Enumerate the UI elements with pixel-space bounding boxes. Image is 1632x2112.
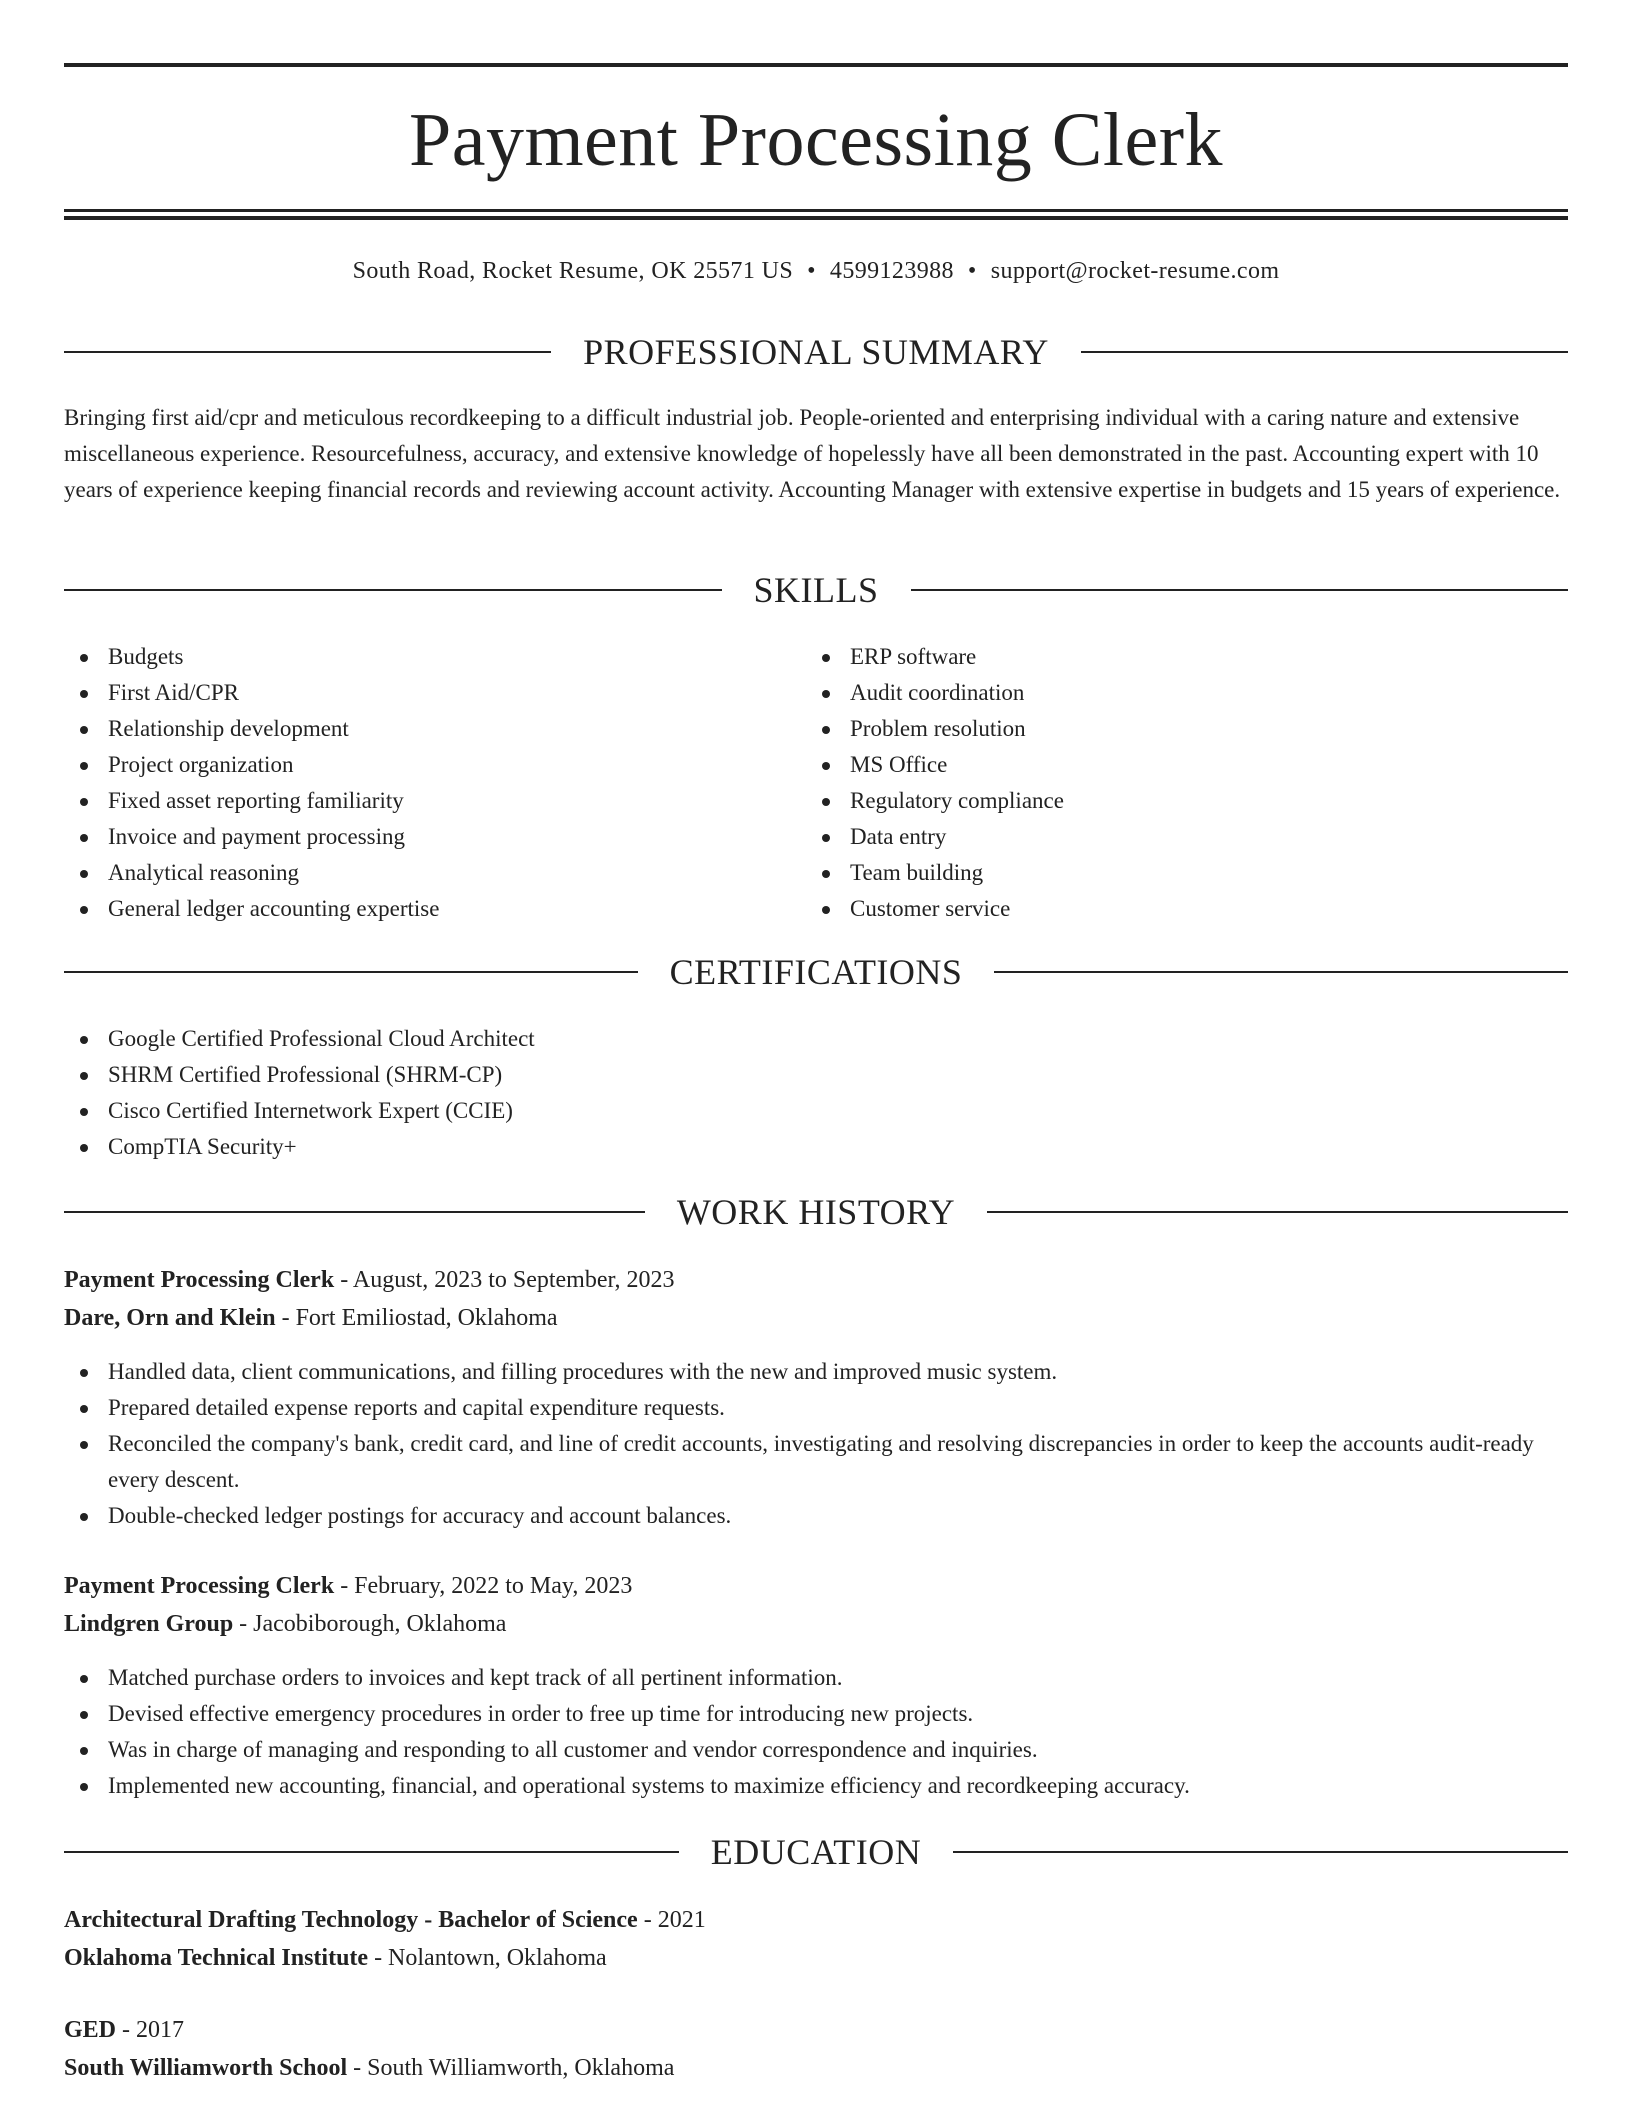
skills-right-column <box>806 639 1526 927</box>
certifications-heading-label: CERTIFICATIONS <box>669 952 963 992</box>
skill-item: Data entry <box>806 819 1526 855</box>
education-year: - 2021 <box>637 1907 706 1933</box>
top-rule <box>64 63 1568 67</box>
heading-rule <box>953 1851 1568 1853</box>
education-location: - Nolantown, Oklahoma <box>368 1945 607 1971</box>
education-school: Oklahoma Technical Institute <box>64 1945 369 1971</box>
education-degree-line <box>64 1902 1568 1938</box>
contact-phone: 4599123988 <box>829 258 954 284</box>
job-bullet: Matched purchase orders to invoices and kept track of all pertinent information. <box>64 1660 1568 1696</box>
title-rule-upper <box>64 209 1568 212</box>
heading-rule <box>64 351 551 353</box>
contact-address: South Road, Rocket Resume, OK 25571 US <box>352 258 794 284</box>
job-location: - Fort Emiliostad, Oklahoma <box>275 1305 558 1331</box>
education-degree-line <box>64 2012 1568 2048</box>
heading-rule <box>911 589 1569 591</box>
contact-separator: • <box>807 258 816 284</box>
job-title: Payment Processing Clerk <box>64 1573 335 1599</box>
summary-heading-label: PROFESSIONAL SUMMARY <box>583 332 1049 372</box>
job-bullet: Was in charge of managing and responding to all customer and vendor correspondence and inquiries. <box>64 1732 1568 1768</box>
contact-line <box>64 254 1568 288</box>
job-company: Lindgren Group <box>64 1611 234 1637</box>
skills-left-column <box>64 639 784 927</box>
job-dates: - August, 2023 to September, 2023 <box>334 1267 675 1293</box>
job-bullet: Devised effective emergency procedures in order to free up time for introducing new projects. <box>64 1696 1568 1732</box>
education-school-line <box>64 2050 1568 2086</box>
job-bullets <box>64 1660 1568 1804</box>
job-bullets <box>64 1354 1568 1534</box>
heading-rule <box>987 1211 1568 1213</box>
skills-heading <box>64 568 1568 612</box>
education-year: - 2017 <box>116 2017 185 2043</box>
skill-item: General ledger accounting expertise <box>64 891 784 927</box>
heading-rule <box>64 971 638 973</box>
heading-rule <box>64 589 722 591</box>
title-rule-lower <box>64 216 1568 220</box>
certifications-heading <box>64 950 1568 994</box>
work-heading-label: WORK HISTORY <box>676 1192 956 1232</box>
skill-item: Project organization <box>64 747 784 783</box>
job-company: Dare, Orn and Klein <box>64 1305 276 1331</box>
certification-item: SHRM Certified Professional (SHRM-CP) <box>64 1057 1568 1093</box>
heading-rule <box>64 1211 645 1213</box>
education-location: - South Williamworth, Oklahoma <box>347 2055 675 2081</box>
skill-item: Fixed asset reporting familiarity <box>64 783 784 819</box>
job-company-line <box>64 1300 1568 1336</box>
job-title-line <box>64 1262 1568 1298</box>
work-heading <box>64 1190 1568 1234</box>
heading-rule <box>1081 351 1568 353</box>
skill-item: Analytical reasoning <box>64 855 784 891</box>
skill-item: Regulatory compliance <box>806 783 1526 819</box>
skill-item: ERP software <box>806 639 1526 675</box>
skill-item: Audit coordination <box>806 675 1526 711</box>
job-company-line <box>64 1606 1568 1642</box>
education-school: South Williamworth School <box>64 2055 348 2081</box>
skill-item: Relationship development <box>64 711 784 747</box>
education-degree: Architectural Drafting Technology - Bachelor of Science <box>64 1907 638 1933</box>
education-heading-label: EDUCATION <box>710 1832 922 1872</box>
resume-title: Payment Processing Clerk <box>408 98 1224 182</box>
certification-item: Cisco Certified Internetwork Expert (CCIE) <box>64 1093 1568 1129</box>
contact-separator: • <box>967 258 977 284</box>
skill-item: Problem resolution <box>806 711 1526 747</box>
contact-email: support@rocket-resume.com <box>990 258 1280 284</box>
education-degree: GED <box>64 2017 117 2043</box>
job-location: - Jacobiborough, Oklahoma <box>233 1611 507 1637</box>
skills-heading-label: SKILLS <box>753 570 879 610</box>
job-dates: - February, 2022 to May, 2023 <box>334 1573 633 1599</box>
skill-item: First Aid/CPR <box>64 675 784 711</box>
job-title-line <box>64 1568 1568 1604</box>
job-bullet: Prepared detailed expense reports and capital expenditure requests. <box>64 1390 1568 1426</box>
job-title: Payment Processing Clerk <box>64 1267 335 1293</box>
skill-item: Budgets <box>64 639 784 675</box>
job-bullet: Double-checked ledger postings for accuracy and account balances. <box>64 1498 1568 1534</box>
certification-item: Google Certified Professional Cloud Architect <box>64 1021 1568 1057</box>
skill-item: Customer service <box>806 891 1526 927</box>
heading-rule <box>994 971 1568 973</box>
education-school-line <box>64 1940 1568 1976</box>
certifications-list <box>64 1021 1568 1165</box>
job-bullet: Handled data, client communications, and filling procedures with the new and improved music system. <box>64 1354 1568 1390</box>
skill-item: Team building <box>806 855 1526 891</box>
education-heading <box>64 1830 1568 1874</box>
summary-heading <box>64 330 1568 374</box>
heading-rule <box>64 1851 679 1853</box>
job-bullet: Reconciled the company's bank, credit card, and line of credit accounts, investigating and resolving discrepancies in order to keep the accounts audit-ready every descent. <box>64 1426 1568 1498</box>
summary-text: Bringing first aid/cpr and meticulous recordkeeping to a difficult industrial job. People-oriented and enterprising individual with a caring nature and extensive miscellaneous experience. Resourcefulness, accuracy, and extensive knowledge of hopelessly have all been demonstrated in the past. Accounting expert with 10 years of experience keeping financial records and reviewing account activity. Accounting Manager with extensive expertise in budgets and 15 years of experience. <box>64 405 1561 502</box>
job-bullet: Implemented new accounting, financial, and operational systems to maximize efficiency and recordkeeping accuracy. <box>64 1768 1568 1804</box>
skill-item: Invoice and payment processing <box>64 819 784 855</box>
skill-item: MS Office <box>806 747 1526 783</box>
certification-item: CompTIA Security+ <box>64 1129 1568 1165</box>
